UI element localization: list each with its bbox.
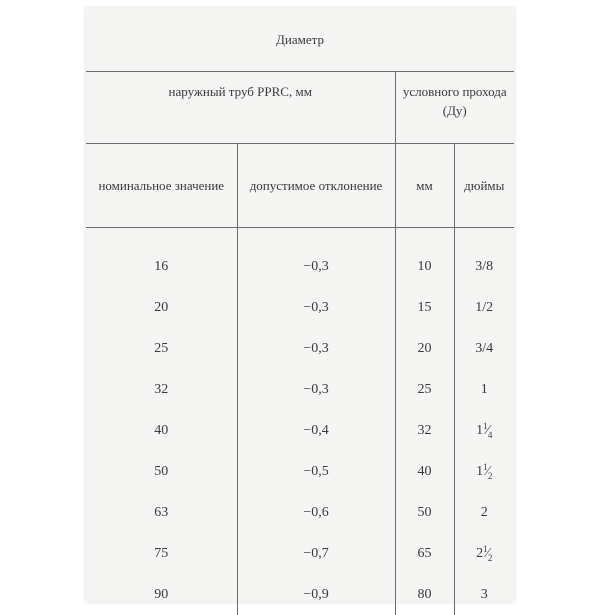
tolerance-cell: −0,3 [237,328,395,369]
fraction-whole: 2 [476,545,484,561]
inches-cell [454,410,514,451]
table-row [86,328,514,369]
fraction-numerator: 1 [483,461,488,472]
table-row [86,246,514,287]
nominal-value-cell: 20 [154,299,169,315]
header-diameter: Диаметр [86,8,514,72]
header-outer-diameter: наружный труб PPRC, мм [86,72,395,144]
spacer-cell [395,228,454,247]
nominal-value-cell: 90 [154,586,169,602]
tolerance-cell: −0,3 [237,287,395,328]
mixed-fraction [476,461,493,481]
nominal-value-cell: 32 [154,381,169,397]
header-nominal-bore: условного прохода (Ду) [395,72,514,144]
header-inches: дюймы [454,144,514,228]
fraction-slash: ⁄ [486,422,489,438]
nominal-value-cell: 63 [154,504,169,520]
inches-cell: 3/4 [454,328,514,369]
bore-mm-cell: 40 [395,451,454,492]
inches-cell: 3/8 [454,246,514,287]
fraction-denominator: 2 [487,470,493,481]
nominal-value-cell: 75 [154,545,169,561]
tolerance-cell: −0,3 [237,369,395,410]
fraction-denominator: 4 [487,429,493,440]
spacer-cell [86,228,237,247]
inches-cell: 1/2 [454,287,514,328]
bore-mm-cell: 25 [395,369,454,410]
table-row [86,492,514,533]
table-row [86,574,514,615]
header-row-diameter [86,8,514,72]
nominal-value-cell: 50 [154,463,169,479]
inches-cell: 3 [454,574,514,615]
nominal-value-cell: 16 [154,258,169,274]
header-row-columns [86,144,514,228]
fraction-slash: ⁄ [486,463,489,479]
table-row [86,369,514,410]
inches-cell [454,451,514,492]
inches-cell: 2 [454,492,514,533]
bore-mm-cell: 20 [395,328,454,369]
tolerance-cell: −0,7 [237,533,395,574]
tolerance-cell: −0,3 [237,246,395,287]
fraction-denominator: 2 [487,552,493,563]
tolerance-cell: −0,4 [237,410,395,451]
tolerance-cell: −0,6 [237,492,395,533]
document-page [86,8,514,602]
header-nominal-value: номинальное значение [86,144,237,228]
inches-cell: 1 [454,369,514,410]
tolerance-cell: −0,5 [237,451,395,492]
fraction-slash: ⁄ [486,545,489,561]
table-row [86,287,514,328]
header-tolerance: допустимое отклонение [237,144,395,228]
tolerance-cell: −0,9 [237,574,395,615]
fraction-whole: 1 [476,463,484,479]
mixed-fraction [476,420,493,440]
fraction-numerator: 1 [483,420,488,431]
bore-mm-cell: 15 [395,287,454,328]
fraction-whole: 1 [476,422,484,438]
bore-mm-cell: 10 [395,246,454,287]
fraction-numerator: 1 [483,543,488,554]
table-row [86,533,514,574]
bore-mm-cell: 80 [395,574,454,615]
header-row-groups [86,72,514,144]
header-mm: мм [395,144,454,228]
nominal-value-cell: 25 [154,340,169,356]
bore-mm-cell: 50 [395,492,454,533]
nominal-value-cell: 40 [154,422,169,438]
mixed-fraction [476,543,493,563]
spacer-cell [237,228,395,247]
spacer-row [86,228,514,247]
inches-cell [454,533,514,574]
table-row [86,410,514,451]
table-row [86,451,514,492]
spacer-cell [454,228,514,247]
bore-mm-cell: 65 [395,533,454,574]
pipe-diameter-table [86,8,514,615]
bore-mm-cell: 32 [395,410,454,451]
